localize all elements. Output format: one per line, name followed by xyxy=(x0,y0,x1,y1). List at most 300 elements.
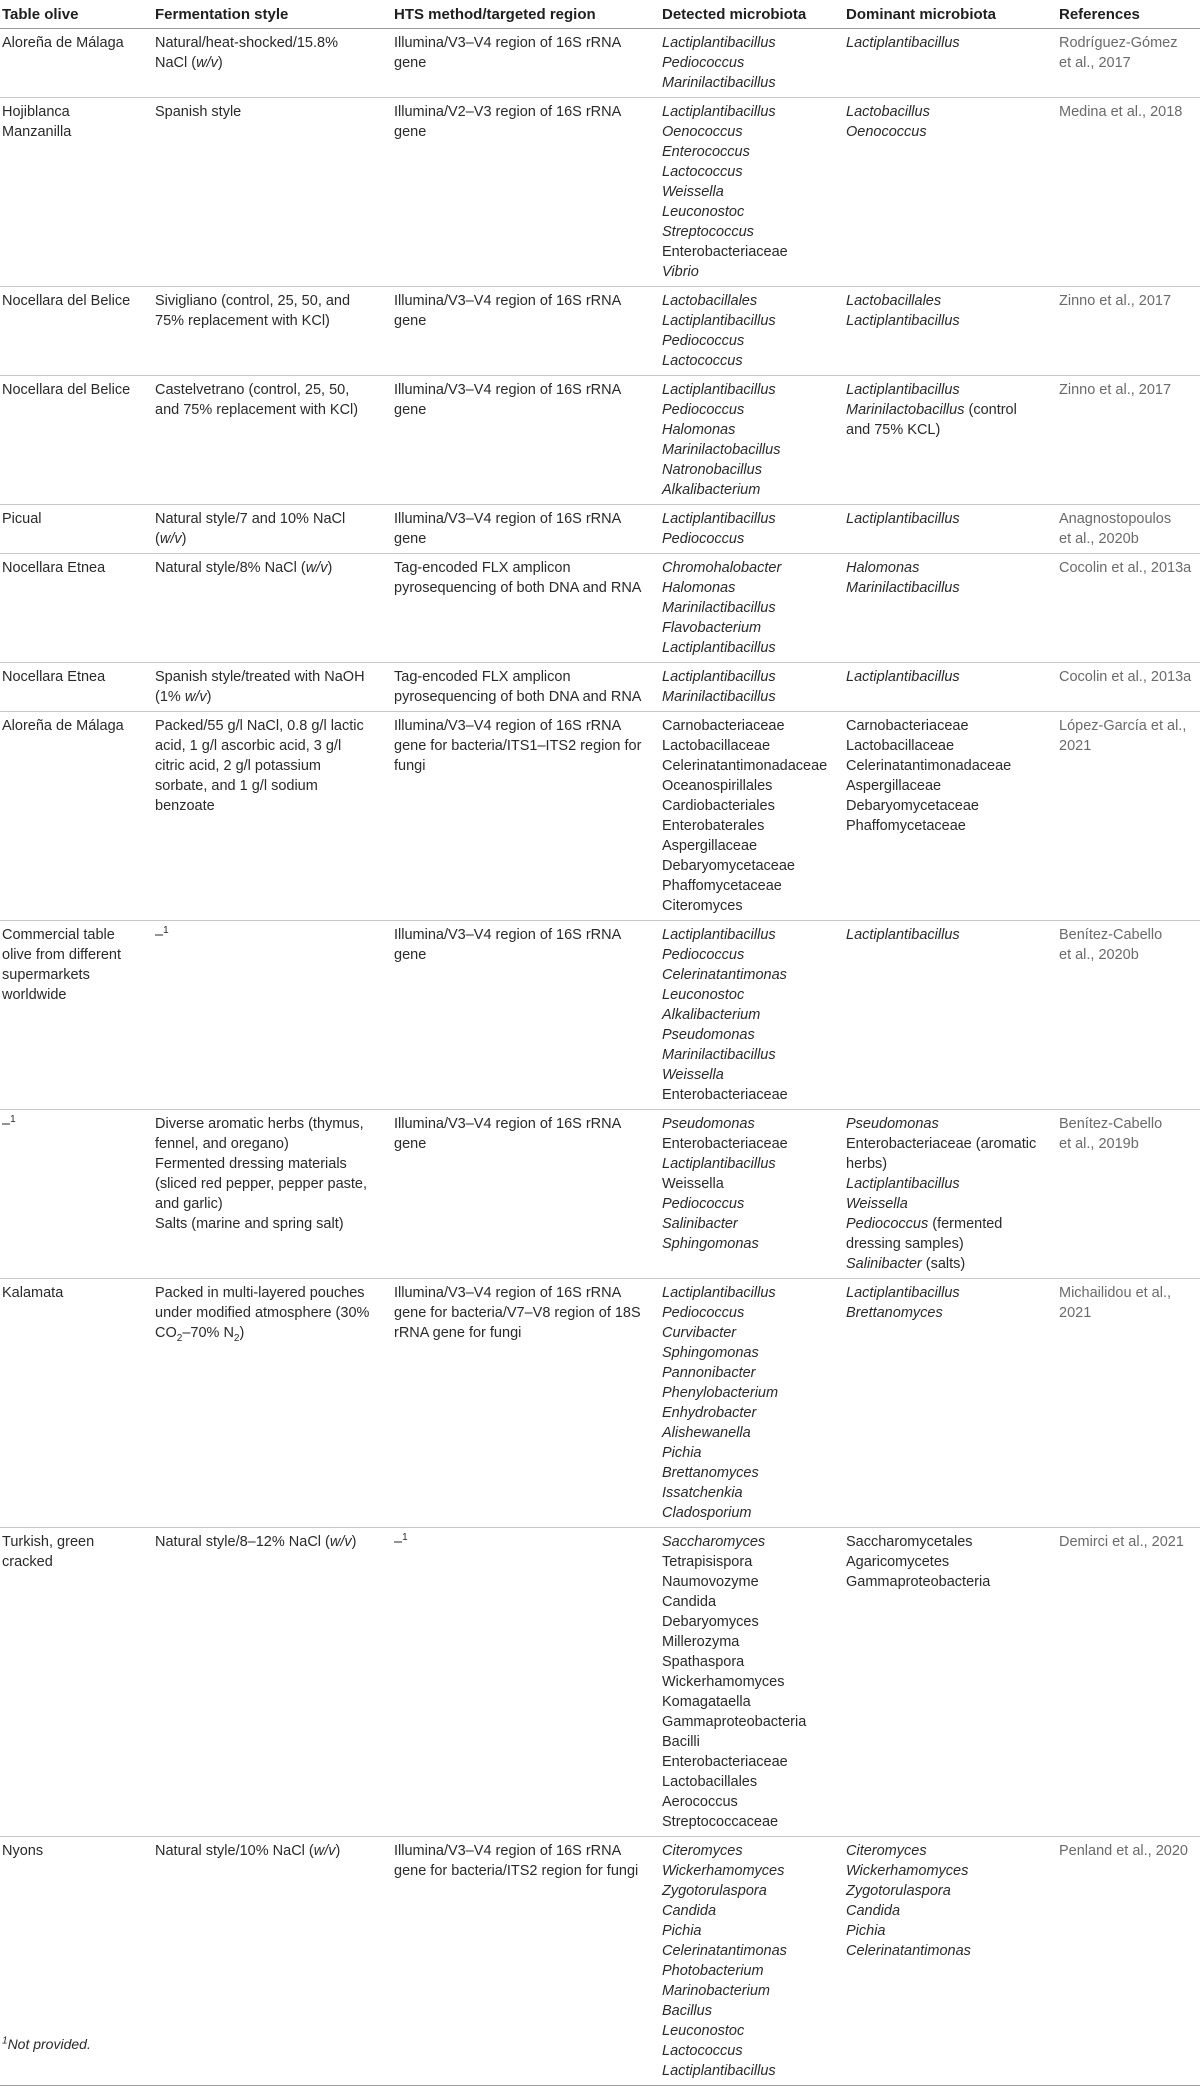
cell-references-line: Anagnostopoulos xyxy=(1059,511,1172,527)
cell-fermentation-style-line: –$^1$ xyxy=(155,925,169,943)
taxon: Pediococcus xyxy=(662,1305,745,1321)
taxon: Lactococcus xyxy=(662,164,743,180)
taxon: Flavobacterium xyxy=(662,620,762,636)
cell-references-line: Benítez-Cabello xyxy=(1059,1116,1163,1132)
taxon: Phenylobacterium xyxy=(662,1385,779,1401)
cell-fermentation-style xyxy=(153,1528,392,1837)
taxon: Pannonibacter xyxy=(662,1365,756,1381)
cell-table-olive-line: Manzanilla xyxy=(2,124,72,140)
taxon: Lactiplantibacillus xyxy=(662,382,776,398)
cell-hts-method-line: pyrosequencing of both DNA and RNA xyxy=(394,689,642,705)
cell-hts-method-line: gene for bacteria/ITS2 region for fungi xyxy=(394,1863,639,1879)
cell-references-line: Cocolin et al., 2013a xyxy=(1059,560,1192,576)
cell-references-line: 2021 xyxy=(1059,738,1092,754)
taxon: Bacillus xyxy=(662,2003,712,2019)
cell-references xyxy=(1057,663,1200,712)
cell-table-olive-line: Nocellara del Belice xyxy=(2,382,131,398)
taxon: Lactiplantibacillus xyxy=(846,927,960,943)
cell-fermentation-style-line: Salts (marine and spring salt) xyxy=(155,1216,344,1232)
cell-fermentation-style-line: (1% w/v) xyxy=(155,689,212,705)
cell-fermentation-style xyxy=(153,554,392,663)
cell-references-line: et al., 2017 xyxy=(1059,55,1131,71)
cell-dominant-microbiota xyxy=(844,712,1057,921)
footnote-marker: 1 xyxy=(2,2035,8,2047)
cell-detected-microbiota xyxy=(660,1837,844,2086)
cell-references-line: Zinno et al., 2017 xyxy=(1059,382,1172,398)
taxon: Lactiplantibacillus xyxy=(662,927,776,943)
cell-fermentation-style xyxy=(153,287,392,376)
cell-fermentation-style-line: citric acid, 2 g/l potassium xyxy=(155,758,322,774)
table-row xyxy=(0,921,1200,1110)
taxon: Enterococcus xyxy=(662,144,750,160)
cell-table-olive-line: Turkish, green xyxy=(2,1534,95,1550)
taxon: Debaryomycetaceae xyxy=(846,798,979,814)
cell-hts-method-line: pyrosequencing of both DNA and RNA xyxy=(394,580,642,596)
cell-hts-method xyxy=(392,287,660,376)
taxon: Marinilactobacillus xyxy=(662,442,781,458)
cell-detected-microbiota xyxy=(660,712,844,921)
taxon: Debaryomyces xyxy=(662,1614,759,1630)
taxon: Leuconostoc xyxy=(662,2023,745,2039)
cell-references-line: Cocolin et al., 2013a xyxy=(1059,669,1192,685)
taxon: Celerinatantimonas xyxy=(662,967,787,983)
cell-fermentation-style-line: Packed/55 g/l NaCl, 0.8 g/l lactic xyxy=(155,718,364,734)
taxon: Celerinatantimonadaceae xyxy=(846,758,1012,774)
table-row xyxy=(0,663,1200,712)
cell-fermentation-style-line: Natural style/7 and 10% NaCl xyxy=(155,511,346,527)
taxon: Halomonas xyxy=(662,422,736,438)
taxon: Lactiplantibacillus xyxy=(662,669,776,685)
taxon: Oenococcus xyxy=(662,124,743,140)
cell-dominant-microbiota xyxy=(844,921,1057,1110)
cell-hts-method xyxy=(392,921,660,1110)
taxon: Leuconostoc xyxy=(662,987,745,1003)
table-row xyxy=(0,376,1200,505)
taxon: Brettanomyces xyxy=(662,1465,759,1481)
cell-hts-method-line: –$^1$ xyxy=(394,1532,408,1550)
cell-detected-microbiota xyxy=(660,663,844,712)
taxon: Marinilactibacillus xyxy=(662,689,776,705)
table-row xyxy=(0,287,1200,376)
taxon: Wickerhamomyces xyxy=(662,1863,785,1879)
taxon: Saccharomycetales xyxy=(846,1534,973,1550)
taxon: Streptococcaceae xyxy=(662,1814,779,1830)
cell-fermentation-style-line: Natural style/8% NaCl (w/v) xyxy=(155,560,333,576)
cell-fermentation-style xyxy=(153,712,392,921)
cell-references xyxy=(1057,1528,1200,1837)
cell-hts-method xyxy=(392,1837,660,2086)
cell-references xyxy=(1057,1110,1200,1279)
cell-fermentation-style xyxy=(153,921,392,1110)
header-dominant-microbiota: Dominant microbiota xyxy=(844,0,1057,29)
taxon: Lactiplantibacillus xyxy=(846,1285,960,1301)
cell-fermentation-style xyxy=(153,505,392,554)
cell-table-olive-line: Aloreña de Málaga xyxy=(2,35,124,51)
cell-references-line: Michailidou et al., xyxy=(1059,1285,1172,1301)
taxon: Candida xyxy=(846,1903,901,1919)
cell-fermentation-style-line: (w/v) xyxy=(155,531,187,547)
taxon: Brettanomyces xyxy=(846,1305,943,1321)
taxon: Citeromyces xyxy=(662,1843,743,1859)
cell-table-olive-line: Picual xyxy=(2,511,42,527)
cell-references xyxy=(1057,712,1200,921)
cell-dominant-microbiota xyxy=(844,98,1057,287)
taxon: and 75% KCL) xyxy=(846,422,941,438)
taxon: Marinilactibacillus xyxy=(846,580,960,596)
taxon: Gammaproteobacteria xyxy=(846,1574,991,1590)
cell-fermentation-style-line: (sliced red pepper, pepper paste, xyxy=(155,1176,367,1192)
taxon: Enterobacteriaceae xyxy=(662,1087,788,1103)
cell-references-line: Medina et al., 2018 xyxy=(1059,104,1183,120)
cell-hts-method-line: Illumina/V3–V4 region of 16S rRNA xyxy=(394,35,622,51)
cell-table-olive xyxy=(0,712,153,921)
cell-hts-method xyxy=(392,29,660,98)
taxon: Pediococcus xyxy=(662,531,745,547)
taxon: Chromohalobacter xyxy=(662,560,782,576)
cell-table-olive-line: Kalamata xyxy=(2,1285,64,1301)
cell-hts-method xyxy=(392,376,660,505)
cell-fermentation-style-line: Spanish style/treated with NaOH xyxy=(155,669,365,685)
taxon: Weissella xyxy=(662,184,724,200)
cell-hts-method-line: Illumina/V3–V4 region of 16S rRNA xyxy=(394,927,622,943)
cell-references-line: et al., 2020b xyxy=(1059,531,1139,547)
taxon: Pichia xyxy=(846,1923,886,1939)
taxon: Issatchenkia xyxy=(662,1485,743,1501)
taxon: Enterobacteriaceae (aromatic xyxy=(846,1136,1037,1152)
cell-fermentation-style-line: under modified atmosphere (30% xyxy=(155,1305,370,1321)
cell-fermentation-style-line: Diverse aromatic herbs (thymus, xyxy=(155,1116,364,1132)
taxon: Spathaspora xyxy=(662,1654,745,1670)
taxon: Enterobacteriaceae xyxy=(662,1136,788,1152)
taxon: Sphingomonas xyxy=(662,1236,759,1252)
taxon: Pediococcus xyxy=(662,402,745,418)
cell-dominant-microbiota xyxy=(844,505,1057,554)
taxon: Lactiplantibacillus xyxy=(846,511,960,527)
taxon: herbs) xyxy=(846,1156,888,1172)
cell-detected-microbiota xyxy=(660,1110,844,1279)
cell-hts-method-line: gene xyxy=(394,124,427,140)
taxon: Lactiplantibacillus xyxy=(662,2063,776,2079)
taxon: Bacilli xyxy=(662,1734,700,1750)
taxon: Halomonas xyxy=(662,580,736,596)
table-row xyxy=(0,712,1200,921)
cell-table-olive-line: –$^1$ xyxy=(2,1114,16,1132)
taxon: Weissella xyxy=(662,1176,724,1192)
cell-detected-microbiota xyxy=(660,921,844,1110)
taxon: Lactobacillales xyxy=(662,1774,758,1790)
cell-hts-method-line: Illumina/V3–V4 region of 16S rRNA xyxy=(394,1116,622,1132)
taxon: Marinilactibacillus xyxy=(662,1047,776,1063)
cell-table-olive xyxy=(0,554,153,663)
cell-table-olive xyxy=(0,921,153,1110)
taxon: Halomonas xyxy=(846,560,920,576)
cell-dominant-microbiota xyxy=(844,376,1057,505)
cell-references-line: Benítez-Cabello xyxy=(1059,927,1163,943)
taxon: Natronobacillus xyxy=(662,462,762,478)
cell-hts-method-line: gene for bacteria/ITS1–ITS2 region for xyxy=(394,738,642,754)
cell-hts-method-line: fungi xyxy=(394,758,426,774)
cell-detected-microbiota xyxy=(660,505,844,554)
table-row xyxy=(0,1837,1200,2086)
header-references: References xyxy=(1057,0,1200,29)
cell-hts-method-line: gene xyxy=(394,531,427,547)
cell-fermentation-style xyxy=(153,29,392,98)
taxon: Phaffomycetaceae xyxy=(662,878,782,894)
header-hts-method: HTS method/targeted region xyxy=(392,0,660,29)
taxon: Pediococcus xyxy=(662,55,745,71)
taxon: Lactiplantibacillus xyxy=(662,511,776,527)
taxon: Pichia xyxy=(662,1445,702,1461)
cell-hts-method-line: gene for bacteria/V7–V8 region of 18S xyxy=(394,1305,641,1321)
taxon: Lactobacillus xyxy=(846,104,930,120)
cell-fermentation-style-line: Natural/heat-shocked/15.8% xyxy=(155,35,338,51)
cell-hts-method-line: Illumina/V3–V4 region of 16S rRNA xyxy=(394,1843,622,1859)
cell-fermentation-style xyxy=(153,663,392,712)
taxon: Lactiplantibacillus xyxy=(662,104,776,120)
cell-table-olive-line: supermarkets xyxy=(2,967,90,983)
cell-fermentation-style-line: Sivigliano (control, 25, 50, and xyxy=(155,293,351,309)
header-detected-microbiota: Detected microbiota xyxy=(660,0,844,29)
cell-table-olive-line: Nocellara del Belice xyxy=(2,293,131,309)
cell-dominant-microbiota xyxy=(844,287,1057,376)
cell-hts-method-line: gene xyxy=(394,402,427,418)
cell-hts-method-line: gene xyxy=(394,1136,427,1152)
cell-fermentation-style-line: acid, 1 g/l ascorbic acid, 3 g/l xyxy=(155,738,342,754)
taxon: Pediococcus xyxy=(662,333,745,349)
taxon: Zygotorulaspora xyxy=(846,1883,951,1899)
taxon: Candida xyxy=(662,1594,717,1610)
cell-table-olive-line: cracked xyxy=(2,1554,53,1570)
table-row xyxy=(0,505,1200,554)
cell-hts-method xyxy=(392,1528,660,1837)
taxon: Marinobacterium xyxy=(662,1983,770,1999)
taxon: Lactiplantibacillus xyxy=(846,669,960,685)
cell-references-line: 2021 xyxy=(1059,1305,1092,1321)
cell-hts-method xyxy=(392,663,660,712)
cell-fermentation-style xyxy=(153,1837,392,2086)
cell-hts-method-line: Illumina/V3–V4 region of 16S rRNA xyxy=(394,382,622,398)
cell-fermentation-style-line: Spanish style xyxy=(155,104,242,120)
cell-fermentation-style-line: NaCl (w/v) xyxy=(155,55,223,71)
taxon: Photobacterium xyxy=(662,1963,764,1979)
taxon: Pseudomonas xyxy=(662,1027,755,1043)
table-row xyxy=(0,554,1200,663)
taxon: Alkalibacterium xyxy=(662,482,761,498)
cell-dominant-microbiota xyxy=(844,29,1057,98)
taxon: Lactobacillales xyxy=(662,293,758,309)
cell-dominant-microbiota xyxy=(844,554,1057,663)
cell-table-olive xyxy=(0,1110,153,1279)
taxon: Cardiobacteriales xyxy=(662,798,775,814)
taxon: Oceanospirillales xyxy=(662,778,773,794)
cell-detected-microbiota xyxy=(660,29,844,98)
cell-hts-method xyxy=(392,712,660,921)
taxon: Marinilactibacillus xyxy=(662,600,776,616)
taxon: Curvibacter xyxy=(662,1325,737,1341)
taxon: Carnobacteriaceae xyxy=(662,718,785,734)
taxon: Lactiplantibacillus xyxy=(662,640,776,656)
cell-references-line: Zinno et al., 2017 xyxy=(1059,293,1172,309)
taxon: Lactobacillaceae xyxy=(662,738,771,754)
cell-table-olive-line: Hojiblanca xyxy=(2,104,70,120)
header-row xyxy=(0,0,1200,29)
taxon: Salinibacter (salts) xyxy=(846,1256,966,1272)
cell-table-olive xyxy=(0,98,153,287)
cell-fermentation-style xyxy=(153,98,392,287)
taxon: Phaffomycetaceae xyxy=(846,818,966,834)
taxon: Weissella xyxy=(662,1067,724,1083)
cell-hts-method-line: Tag-encoded FLX amplicon xyxy=(394,669,571,685)
cell-hts-method xyxy=(392,505,660,554)
taxon: Streptococcus xyxy=(662,224,754,240)
cell-detected-microbiota xyxy=(660,376,844,505)
taxon: Leuconostoc xyxy=(662,204,745,220)
cell-dominant-microbiota xyxy=(844,1528,1057,1837)
taxon: Pichia xyxy=(662,1923,702,1939)
taxon: Saccharomyces xyxy=(662,1534,766,1550)
taxon: Sphingomonas xyxy=(662,1345,759,1361)
cell-dominant-microbiota xyxy=(844,1279,1057,1528)
footnote xyxy=(2,2036,91,2052)
cell-references xyxy=(1057,29,1200,98)
cell-fermentation-style-line: Castelvetrano (control, 25, 50, xyxy=(155,382,350,398)
taxon: Pseudomonas xyxy=(662,1116,755,1132)
taxon: Aerococcus xyxy=(662,1794,738,1810)
taxon: Gammaproteobacteria xyxy=(662,1714,807,1730)
cell-fermentation-style xyxy=(153,1110,392,1279)
cell-references-line: Penland et al., 2020 xyxy=(1059,1843,1188,1859)
cell-detected-microbiota xyxy=(660,287,844,376)
cell-references xyxy=(1057,554,1200,663)
taxon: Komagataella xyxy=(662,1694,751,1710)
cell-fermentation-style xyxy=(153,376,392,505)
cell-hts-method-line: Illumina/V3–V4 region of 16S rRNA xyxy=(394,511,622,527)
taxon: Lactiplantibacillus xyxy=(846,35,960,51)
taxon: Lactiplantibacillus xyxy=(662,313,776,329)
cell-table-olive xyxy=(0,376,153,505)
taxon: Weissella xyxy=(846,1196,908,1212)
cell-table-olive-line: Nyons xyxy=(2,1843,44,1859)
cell-hts-method-line: Illumina/V3–V4 region of 16S rRNA xyxy=(394,1285,622,1301)
taxon: Aspergillaceae xyxy=(846,778,942,794)
cell-fermentation-style-line: Fermented dressing materials xyxy=(155,1156,347,1172)
taxon: Alkalibacterium xyxy=(662,1007,761,1023)
taxon: Lactiplantibacillus xyxy=(662,35,776,51)
taxon: Vibrio xyxy=(662,264,699,280)
table-row xyxy=(0,29,1200,98)
taxon: Celerinatantimonadaceae xyxy=(662,758,828,774)
cell-references xyxy=(1057,376,1200,505)
cell-fermentation-style-line: Natural style/10% NaCl (w/v) xyxy=(155,1843,341,1859)
cell-dominant-microbiota xyxy=(844,1837,1057,2086)
cell-fermentation-style-line: benzoate xyxy=(155,798,215,814)
taxon: Pediococcus xyxy=(662,1196,745,1212)
table-row xyxy=(0,1528,1200,1837)
taxon: Pediococcus xyxy=(662,947,745,963)
cell-hts-method-line: Illumina/V3–V4 region of 16S rRNA xyxy=(394,293,622,309)
taxon: Wickerhamomyces xyxy=(846,1863,969,1879)
cell-references xyxy=(1057,98,1200,287)
taxon: Enterobacteriaceae xyxy=(662,1754,788,1770)
cell-detected-microbiota xyxy=(660,98,844,287)
cell-table-olive xyxy=(0,1528,153,1837)
taxon: Agaricomycetes xyxy=(846,1554,950,1570)
table-row xyxy=(0,1110,1200,1279)
cell-references-line: Rodríguez-Gómez xyxy=(1059,35,1178,51)
taxon: Celerinatantimonas xyxy=(662,1943,787,1959)
cell-hts-method xyxy=(392,554,660,663)
taxon: Zygotorulaspora xyxy=(662,1883,767,1899)
taxon: Enhydrobacter xyxy=(662,1405,757,1421)
cell-table-olive xyxy=(0,29,153,98)
cell-references xyxy=(1057,287,1200,376)
cell-fermentation-style-line: $CO_2-70\%$ $N_2$) xyxy=(155,1325,245,1344)
taxon: Millerozyma xyxy=(662,1634,740,1650)
taxon: Wickerhamomyces xyxy=(662,1674,785,1690)
cell-hts-method-line: gene xyxy=(394,55,427,71)
cell-hts-method xyxy=(392,98,660,287)
footnote-ref: 1 xyxy=(163,925,169,937)
cell-dominant-microbiota xyxy=(844,1110,1057,1279)
taxon: Aspergillaceae xyxy=(662,838,758,854)
cell-fermentation-style-line: Packed in multi-layered pouches xyxy=(155,1285,365,1301)
cell-hts-method-line: Illumina/V3–V4 region of 16S rRNA xyxy=(394,718,622,734)
cell-references xyxy=(1057,921,1200,1110)
table-row xyxy=(0,1279,1200,1528)
cell-fermentation-style-line: 75% replacement with KCl) xyxy=(155,313,330,329)
taxon: Lactiplantibacillus xyxy=(846,313,960,329)
taxon: Candida xyxy=(662,1903,717,1919)
footnote-text: Not provided. xyxy=(7,2036,91,2052)
cell-fermentation-style-line: and garlic) xyxy=(155,1196,223,1212)
cell-dominant-microbiota xyxy=(844,663,1057,712)
cell-hts-method xyxy=(392,1110,660,1279)
cell-detected-microbiota xyxy=(660,554,844,663)
taxon: Lactococcus xyxy=(662,353,743,369)
cell-fermentation-style-line: and 75% replacement with KCl) xyxy=(155,402,359,418)
taxon: Marinilactobacillus (control xyxy=(846,402,1017,418)
cell-hts-method-line: Illumina/V2–V3 region of 16S rRNA xyxy=(394,104,622,120)
cell-detected-microbiota xyxy=(660,1279,844,1528)
taxon: Pediococcus (fermented xyxy=(846,1216,1003,1232)
cell-table-olive-line: Nocellara Etnea xyxy=(2,560,106,576)
cell-hts-method-line: gene xyxy=(394,947,427,963)
taxon: Pseudomonas xyxy=(846,1116,939,1132)
taxon: Citeromyces xyxy=(662,898,743,914)
cell-references-line: López-García et al., xyxy=(1059,718,1187,734)
table-body xyxy=(0,29,1200,2086)
taxon: Lactiplantibacillus xyxy=(846,1176,960,1192)
cell-table-olive xyxy=(0,663,153,712)
cell-hts-method-line: Tag-encoded FLX amplicon xyxy=(394,560,571,576)
cell-references-line: Demirci et al., 2021 xyxy=(1059,1534,1184,1550)
cell-table-olive-line: olive from different xyxy=(2,947,122,963)
taxon: Citeromyces xyxy=(846,1843,927,1859)
taxon: Enterobaterales xyxy=(662,818,765,834)
cell-fermentation-style-line: fennel, and oregano) xyxy=(155,1136,289,1152)
cell-references-line: et al., 2019b xyxy=(1059,1136,1139,1152)
taxon: Lactiplantibacillus xyxy=(662,1156,776,1172)
cell-references xyxy=(1057,1837,1200,2086)
header-fermentation-style: Fermentation style xyxy=(153,0,392,29)
taxon: dressing samples) xyxy=(846,1236,964,1252)
taxon: Celerinatantimonas xyxy=(846,1943,971,1959)
cell-table-olive-line: worldwide xyxy=(2,987,67,1003)
cell-table-olive-line: Commercial table xyxy=(2,927,115,943)
header-table-olive: Table olive xyxy=(0,0,153,29)
taxon: Alishewanella xyxy=(662,1425,751,1441)
taxon: Marinilactibacillus xyxy=(662,75,776,91)
